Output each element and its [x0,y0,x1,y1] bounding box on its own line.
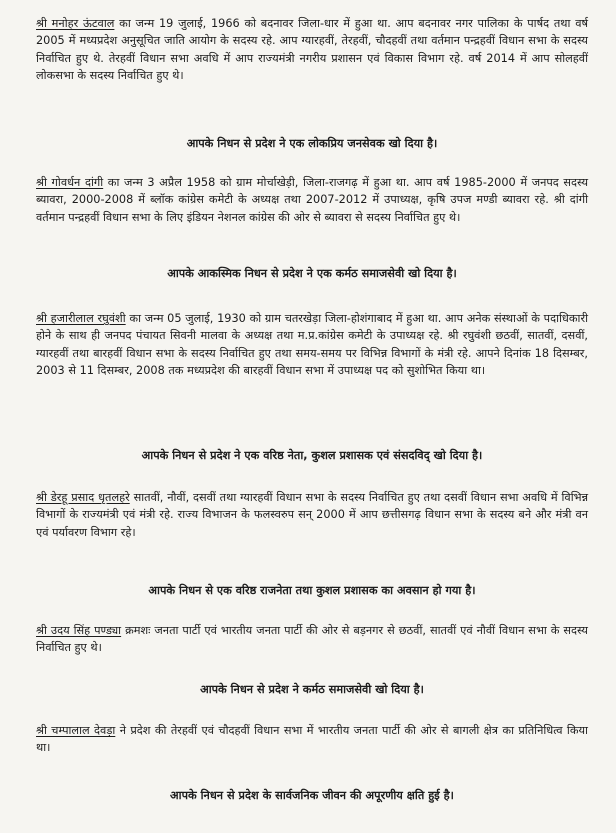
person-name: श्री उदय सिंह पण्ड्या [36,624,122,637]
obituary-continuation: के पार्षद तथा वर्ष 2005 में मध्यप्रदेश अनुसूचित जाति आयोग के सदस्य रहे. आप ग्यारहवीं, तेरहवीं, चौदहवीं तथा वर्तमान पन्द्रहवीं विधान सभा के सदस्य निर्वाचित हुए थे. तेरहवीं विधान सभा अवधि में आप राज्यमंत्री नगरीय प्रशासन एवं विकास विभाग रहे. वर्ष 2014 में आप सोलहवीं लोकसभा के सदस्य निर्वाचित हुए थे। [36,17,589,83]
obituary-entry [36,722,588,757]
obituary-text [36,489,588,541]
tribute-line: आपके निधन से प्रदेश ने कर्मठ समाजसेवी खो दिया है। [200,683,424,696]
obituary-continuation: में जनपद सदस्य ब्यावरा, 2000-2008 में ब्लॉक कांग्रेस कमेटी के अध्यक्ष तथा 2007-2012 में उपाध्यक्ष, कृषि उपज मण्डी ब्यावरा रहे. श्री दांगी वर्तमान पन्द्रहवीं विधान सभा के लिए इंडियन नेशनल कांग्रेस की ओर से ब्यावरा से सदस्य निर्वाचित हुए थे। [36,176,589,224]
obituary-entry [36,15,588,85]
person-name: श्री हजारीलाल रघुवंशी [36,312,126,325]
obituary-entry [36,489,588,541]
person-name: श्री चम्पालाल देवड़ा [36,724,116,737]
obituary-entry [36,622,588,657]
obituary-continuation: संस्थाओं के पदाधिकारी होने के साथ ही जनपद पंचायत सिवनी मालवा के अध्यक्ष तथा म.प्र.कांग्रेस कमेटी के उपाध्यक्ष रहे. श्री रघुवंशी छठवीं, सातवीं, दसवीं, ग्यारहवीं तथा बारहवीं विधान सभा के सदस्य निर्वाचित हुए तथा समय-समय पर विभिन्न विभागों के मंत्री रहे. आपने दिनांक 18 दिसम्बर, 2003 से 11 दिसम्बर, 2008 तक मध्यप्रदेश की बारहवीं विधान सभा में उपाध्यक्ष पद को सुशोभित किया था। [36,312,589,378]
obituary-continuation: नौवीं विधान सभा के सदस्य निर्वाचित हुए थे। [36,624,588,655]
tribute-line: आपके आकस्मिक निधन से प्रदेश ने एक कर्मठ समाजसेवी खो दिया है। [167,267,457,280]
tribute-line: आपके निधन से प्रदेश के सार्वजनिक जीवन की अपूरणीय क्षति हुई है। [170,789,454,802]
obituary-entry [36,310,588,380]
tribute-line: आपके निधन से एक वरिष्ठ राजनेता तथा कुशल प्रशासक का अवसान हो गया है। [148,584,476,597]
obituary-entry [36,174,588,226]
person-name: श्री डेरहू प्रसाद धृतलहरे [36,491,130,504]
obituary-first-line: क्रमशः जनता पार्टी एवं भारतीय जनता पार्टी की ओर से बड़नगर से छठवीं, सातवीं एवं [121,624,473,637]
obituary-text [36,310,588,380]
tribute-line: आपके निधन से प्रदेश ने एक लोकप्रिय जनसेवक खो दिया है। [186,137,438,150]
obituary-text [36,622,588,657]
obituary-first-line: का जन्म 3 अप्रैल 1958 को ग्राम मोर्चाखेड़ी, जिला-राजगढ़ में हुआ था. आप वर्ष 1985-2000 [103,176,516,189]
obituary-first-line: सातवीं, नौवीं, दसवीं तथा ग्यारहवीं विधान सभा के सदस्य निर्वाचित हुए तथा दसवीं [129,491,467,504]
person-name: श्री गोवर्धन दांगी [36,176,104,189]
obituary-text [36,722,588,757]
tribute-line: आपके निधन से प्रदेश ने एक वरिष्ठ नेता, कुशल प्रशासक एवं संसदविद् खो दिया है। [141,449,483,462]
person-name: श्री मनोहर ऊंटवाल [36,17,115,30]
obituary-text [36,174,588,226]
obituary-continuation: विधान सभा अवधि में विभिन्न विभागों के राज्यमंत्री एवं मंत्री रहे. राज्य विभाजन के फलस्वरुप सन् 2000 में आप छत्तीसगढ़ विधान सभा के सदस्य बने और मंत्री वन एवं पर्यावरण विभाग रहे। [36,491,589,539]
obituary-first-line: का जन्म 19 जुलाई, 1966 को बदनावर जिला-धार में हुआ था. आप बदनावर नगर पालिका [114,17,510,30]
obituary-continuation: क्षेत्र का प्रतिनिधित्व किया था। [36,724,588,755]
obituary-first-line: का जन्म 05 जुलाई, 1930 को ग्राम चतरखेड़ा जिला-होशंगाबाद में हुआ था. आप अनेक [125,312,491,325]
obituary-first-line: ने प्रदेश की तेरहवीं एवं चौदहवीं विधान सभा में भारतीय जनता पार्टी की ओर से बागली [115,724,480,737]
obituary-text [36,15,588,85]
